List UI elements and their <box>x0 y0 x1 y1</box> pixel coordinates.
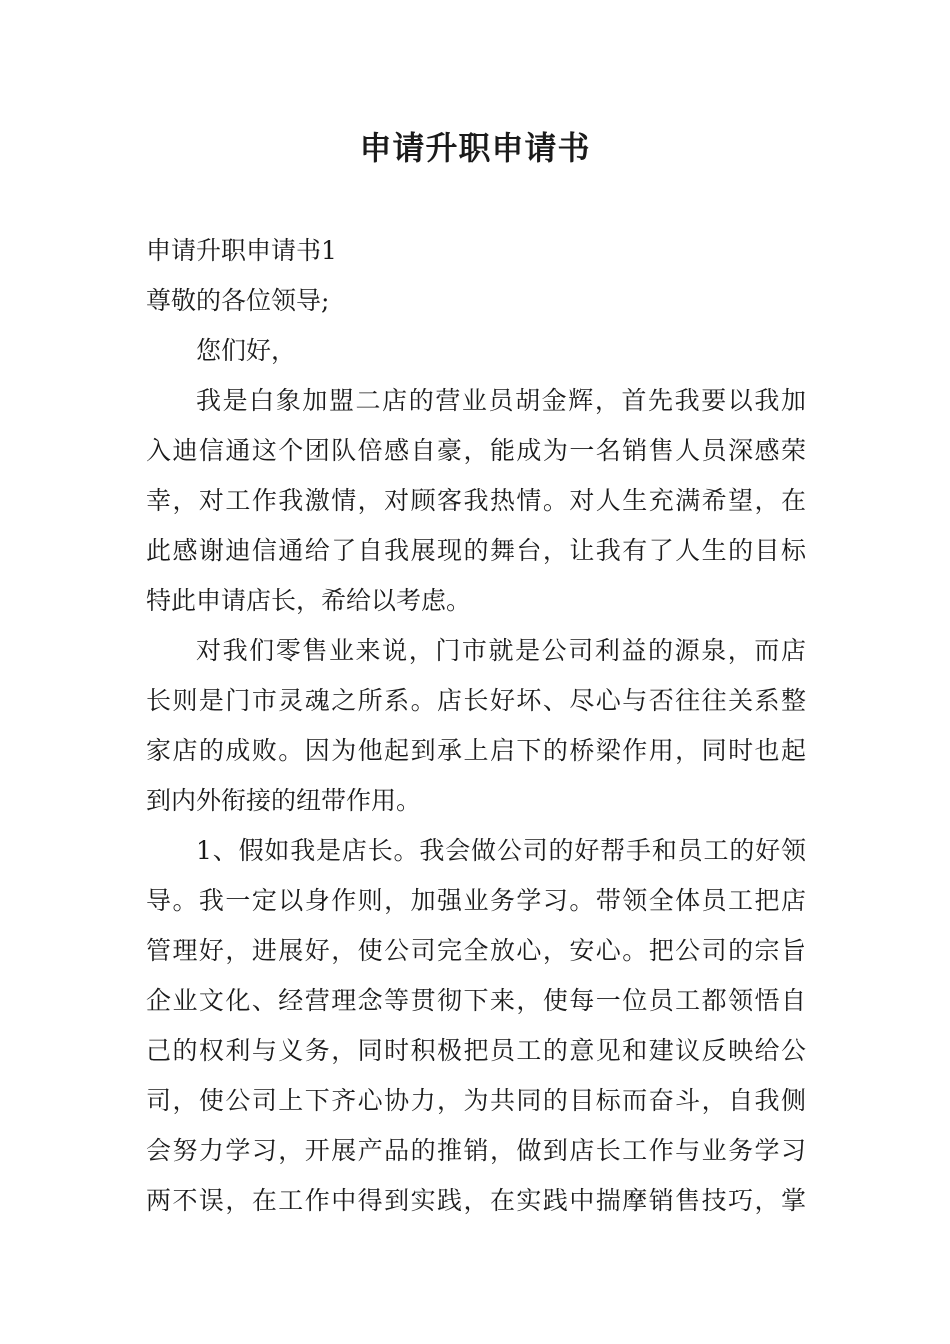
paragraph-line: 我是白象加盟二店的营业员胡金辉，首先我要以我加 <box>196 386 806 415</box>
document-body <box>146 226 806 1226</box>
paragraph-line: 导。我一定以身作则，加强业务学习。带领全体员工把店 <box>146 886 806 915</box>
salutation: 尊敬的各位领导; <box>146 286 330 315</box>
paragraph-line: 1、假如我是店长。我会做公司的好帮手和员工的好领 <box>196 836 806 865</box>
paragraph-line: 入迪信通这个团队倍感自豪，能成为一名销售人员深感荣 <box>146 436 806 465</box>
paragraph-line: 管理好，进展好，使公司完全放心，安心。把公司的宗旨 <box>146 936 806 965</box>
paragraph-line: 两不误，在工作中得到实践，在实践中揣摩销售技巧，掌 <box>146 1186 806 1215</box>
paragraph-line: 对我们零售业来说，门市就是公司利益的源泉，而店 <box>196 636 806 665</box>
paragraph-line: 特此申请店长，希给以考虑。 <box>146 586 472 615</box>
paragraph-line: 企业文化、经营理念等贯彻下来，使每一位员工都领悟自 <box>146 986 806 1015</box>
paragraph-line: 会努力学习，开展产品的推销，做到店长工作与业务学习 <box>146 1136 806 1165</box>
paragraph-line: 此感谢迪信通给了自我展现的舞台，让我有了人生的目标 <box>146 536 806 565</box>
paragraph-line: 家店的成败。因为他起到承上启下的桥梁作用，同时也起 <box>146 736 806 765</box>
greeting: 您们好， <box>196 336 297 365</box>
document-title: 申请升职申请书 <box>359 129 591 167</box>
paragraph-line: 到内外衔接的纽带作用。 <box>146 786 422 815</box>
paragraph-line: 司，使公司上下齐心协力，为共同的目标而奋斗，自我侧 <box>146 1086 806 1115</box>
paragraph-line: 己的权利与义务，同时积极把员工的意见和建议反映给公 <box>146 1036 806 1065</box>
paragraph-line: 幸，对工作我激情，对顾客我热情。对人生充满希望，在 <box>146 486 806 515</box>
paragraph-line: 长则是门市灵魂之所系。店长好坏、尽心与否往往关系整 <box>146 686 806 715</box>
section-heading: 申请升职申请书1 <box>146 236 337 265</box>
